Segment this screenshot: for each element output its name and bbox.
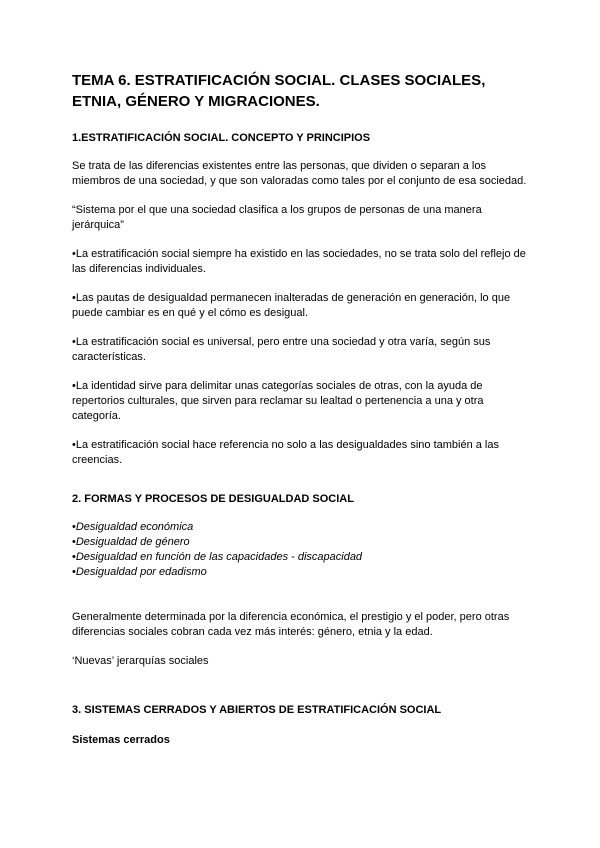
section-1-point-1: •La estratificación social siempre ha existido en las sociedades, no se trata solo del reflejo de las diferencias individuales. (72, 248, 526, 275)
list-item (72, 565, 532, 580)
bullet-icon: • (72, 536, 76, 548)
section-1-point-4: •La identidad sirve para delimitar unas categorías sociales de otras, con la ayuda de repertorios culturales, que sirven para reclamar su lealtad o pertenencia a una y otra categoría. (72, 380, 484, 422)
list-item-label: Desigualdad económica (75, 521, 194, 533)
section-3-subheading: Sistemas cerrados (72, 734, 170, 746)
bullet-icon: • (72, 521, 76, 533)
document-title: TEMA 6. ESTRATIFICACIÓN SOCIAL. CLASES SOCIALES, ETNIA, GÉNERO Y MIGRACIONES. (72, 72, 486, 110)
section-3-heading: 3. SISTEMAS CERRADOS Y ABIERTOS DE ESTRATIFICACIÓN SOCIAL (72, 704, 442, 716)
list-item-label: Desigualdad por edadismo (75, 566, 207, 578)
section-2-heading: 2. FORMAS Y PROCESOS DE DESIGUALDAD SOCIAL (72, 493, 354, 505)
list-item-label: Desigualdad de género (75, 536, 190, 548)
section-1-point-3: •La estratificación social es universal, pero entre una sociedad y otra varía, según sus características. (72, 336, 491, 363)
section-1-point-2: •Las pautas de desigualdad permanecen inalteradas de generación en generación, lo que puede cambiar es en qué y el cómo es desigual. (72, 292, 511, 319)
list-item (72, 535, 532, 550)
bullet-icon: • (72, 551, 76, 563)
list-item (72, 550, 532, 565)
section-1-heading: 1.ESTRATIFICACIÓN SOCIAL. CONCEPTO Y PRINCIPIOS (72, 132, 371, 144)
section-1-paragraph-1: Se trata de las diferencias existentes entre las personas, que dividen o separan a los miembros de una sociedad, y que son valoradas como tales por el conjunto de esa sociedad. (72, 160, 527, 187)
section-2-paragraph-2: ‘Nuevas’ jerarquías sociales (72, 655, 209, 667)
section-1-quote: “Sistema por el que una sociedad clasifica a los grupos de personas de una manera jerárquica” (72, 204, 482, 231)
list-item (72, 520, 532, 535)
section-2-paragraph-1: Generalmente determinada por la diferencia económica, el prestigio y el poder, pero otras diferencias sociales cobran cada vez más interés: género, etnia y la edad. (72, 611, 510, 638)
bullet-icon: • (72, 566, 76, 578)
section-1-point-5: •La estratificación social hace referencia no solo a las desigualdades sino también a las creencias. (72, 439, 499, 466)
list-item-label: Desigualdad en función de las capacidades - discapacidad (75, 551, 363, 563)
inequality-list (72, 520, 532, 580)
document-page (72, 70, 532, 747)
